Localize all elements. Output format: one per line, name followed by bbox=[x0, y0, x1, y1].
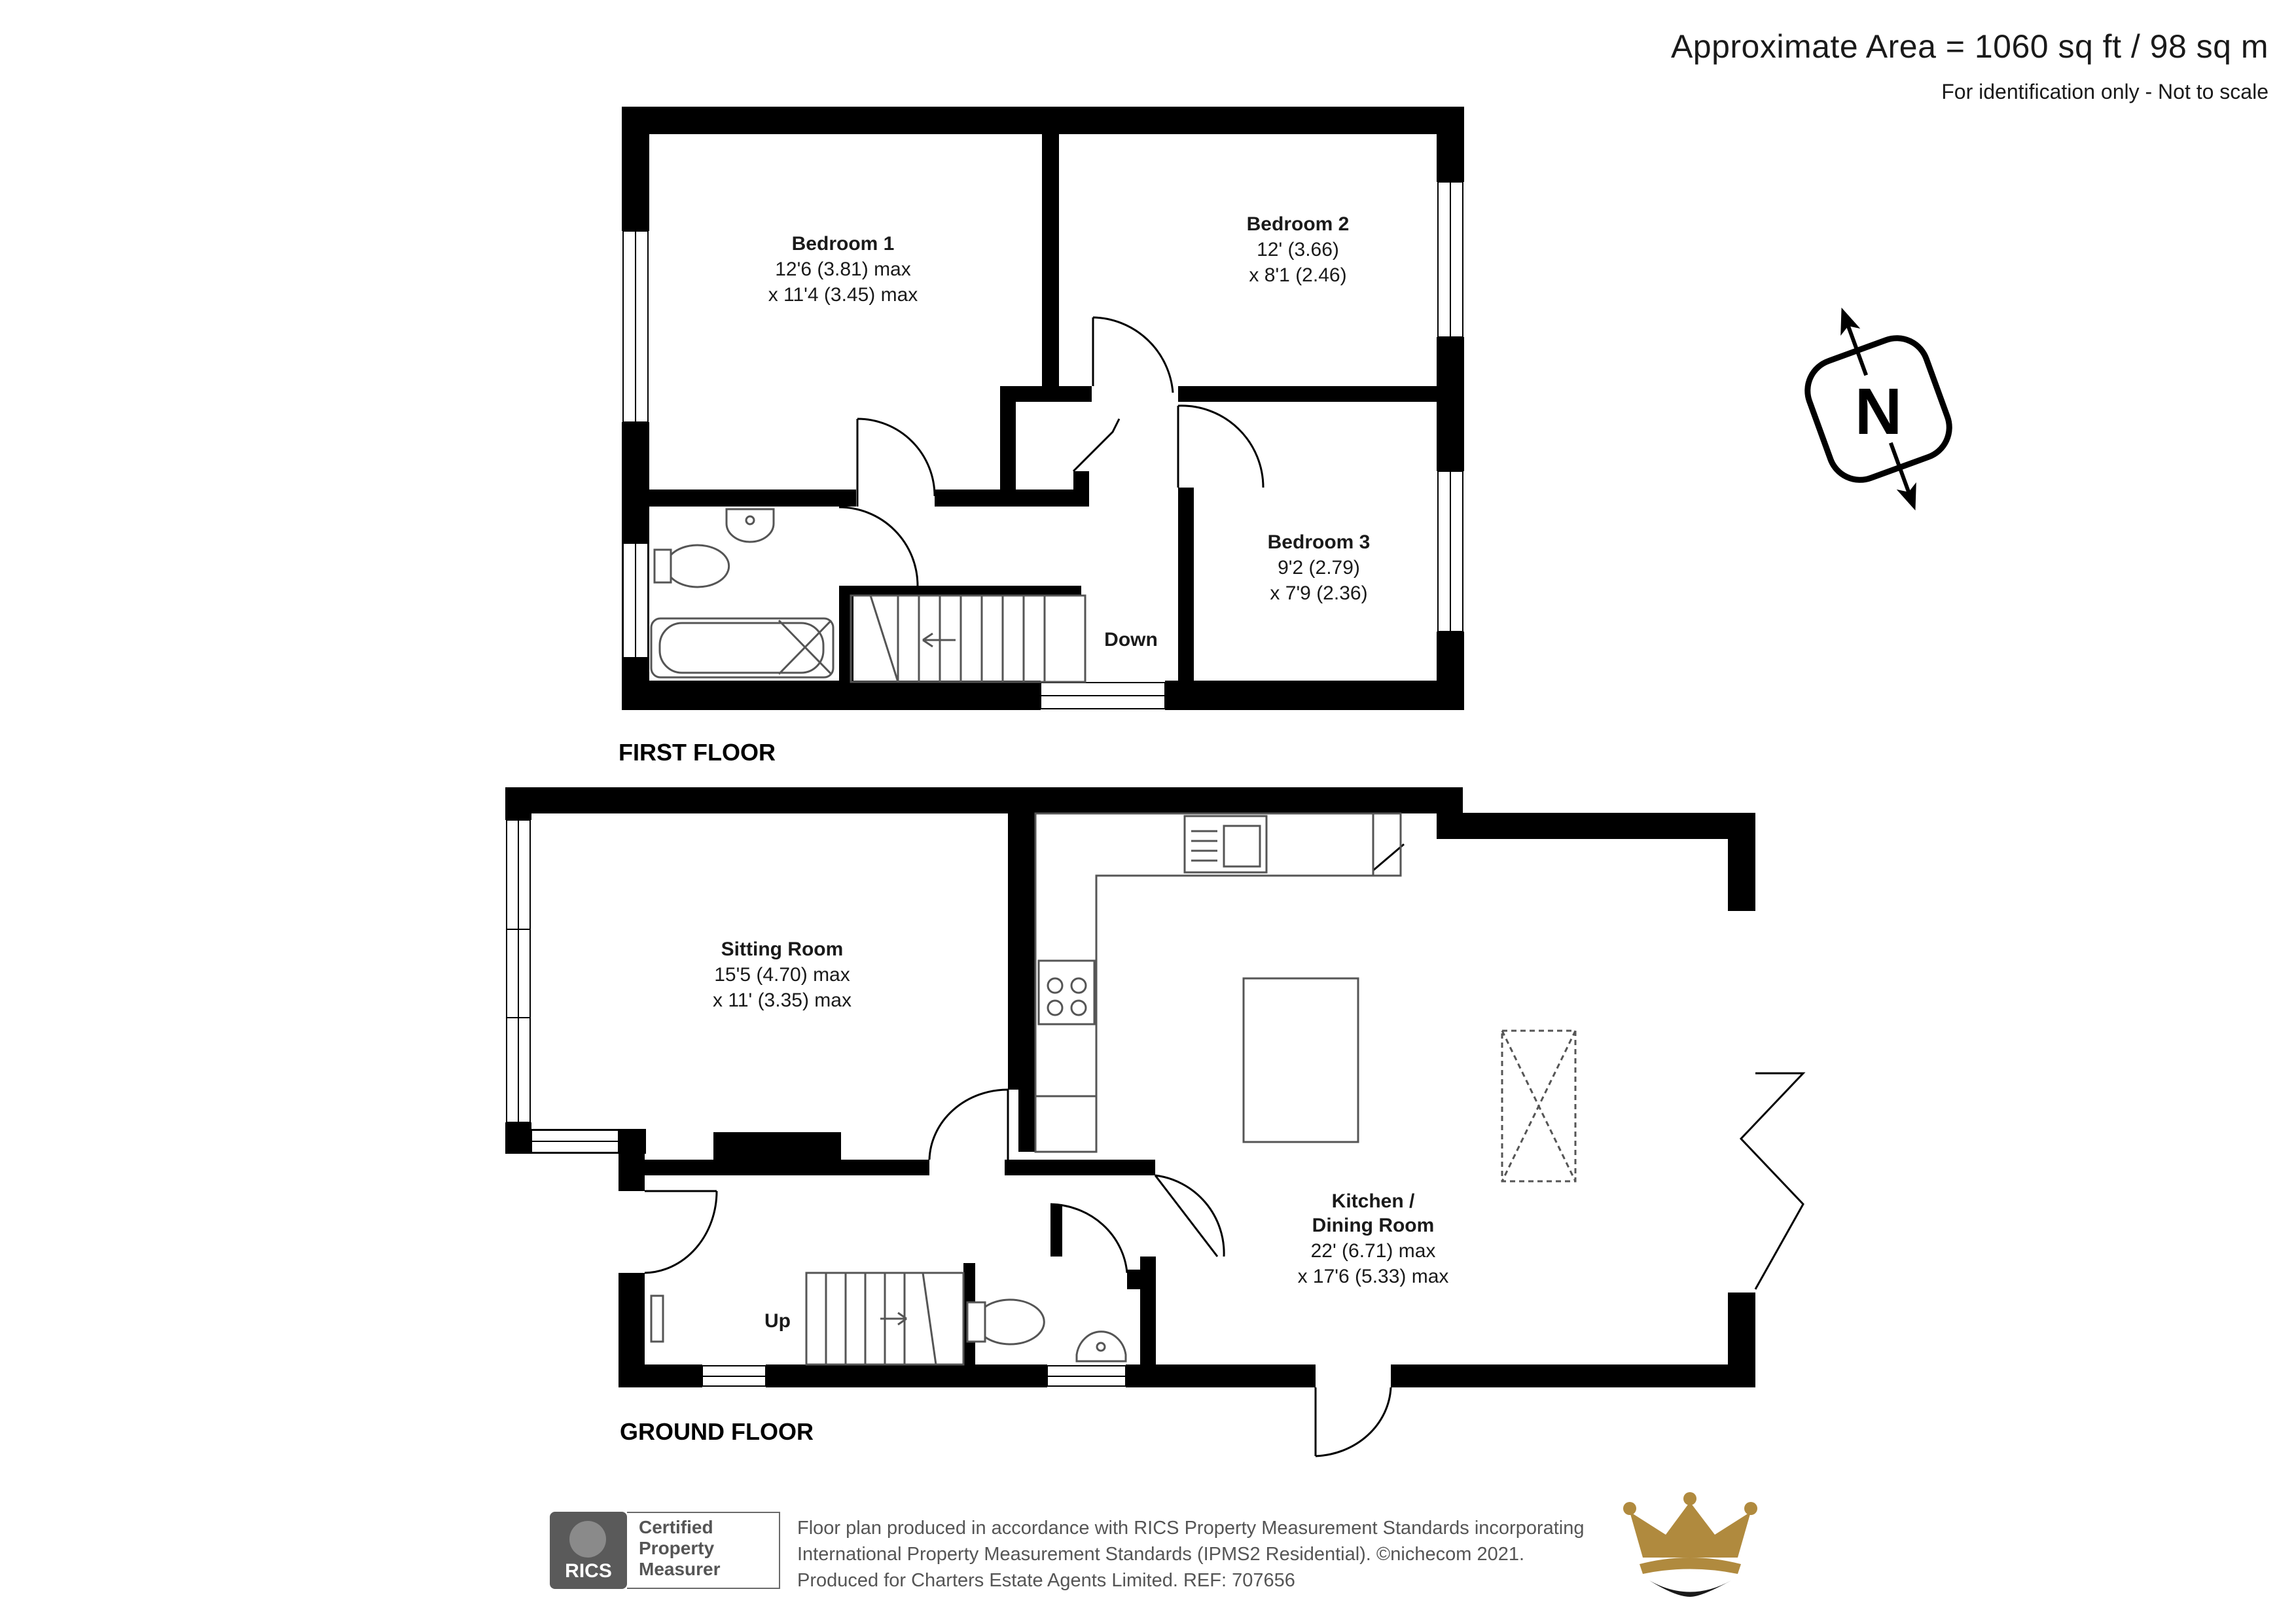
toilet-icon bbox=[655, 545, 729, 587]
room-dim: x 8'1 (2.46) bbox=[1249, 264, 1347, 286]
room-name: Bedroom 1 bbox=[791, 233, 895, 255]
room-dim: x 11'4 (3.45) max bbox=[768, 284, 918, 306]
rics-badge bbox=[550, 1512, 780, 1589]
room-dim: x 7'9 (2.36) bbox=[1270, 582, 1368, 604]
ground-floor-plan bbox=[505, 787, 1803, 1456]
bathroom-fixtures bbox=[651, 509, 833, 677]
ground-floor-stairs bbox=[806, 1273, 963, 1364]
scale-note: For identification only - Not to scale bbox=[1941, 80, 2269, 103]
north-compass-icon bbox=[1783, 286, 1973, 531]
first-floor-plan bbox=[619, 107, 1464, 766]
room-dim: 12'6 (3.81) max bbox=[775, 259, 911, 280]
room-dim: x 17'6 (5.33) max bbox=[1297, 1266, 1449, 1287]
wc-fixtures bbox=[967, 1300, 1126, 1361]
rics-line2: Property bbox=[639, 1538, 715, 1558]
hob-icon bbox=[1039, 961, 1094, 1024]
stairs-label: Down bbox=[1104, 629, 1158, 651]
rics-line3: Measurer bbox=[639, 1559, 721, 1579]
room-name: Dining Room bbox=[1312, 1215, 1435, 1236]
room-name: Bedroom 2 bbox=[1246, 213, 1350, 235]
toilet-icon bbox=[967, 1300, 1044, 1344]
room-name: Sitting Room bbox=[721, 938, 844, 960]
room-dim: 12' (3.66) bbox=[1257, 239, 1339, 260]
floor-label: FIRST FLOOR bbox=[619, 739, 776, 766]
approximate-area: Approximate Area = 1060 sq ft / 98 sq m bbox=[1670, 28, 2269, 65]
room-name: Kitchen / bbox=[1331, 1190, 1415, 1212]
first-floor-stairs bbox=[851, 596, 1085, 682]
basin-icon bbox=[726, 509, 774, 542]
footer-line: Floor plan produced in accordance with RICS Property Measurement Standards incorporating bbox=[797, 1518, 1585, 1539]
rics-line1: Certified bbox=[639, 1517, 713, 1537]
stairs-label: Up bbox=[764, 1310, 791, 1332]
room-dim: 9'2 (2.79) bbox=[1278, 557, 1360, 579]
room-dim: 22' (6.71) max bbox=[1310, 1240, 1436, 1262]
kitchen-fixtures bbox=[651, 813, 1575, 1342]
room-dim: x 11' (3.35) max bbox=[713, 990, 852, 1011]
compass-letter: N bbox=[1854, 375, 1903, 448]
radiator-icon bbox=[651, 1296, 663, 1342]
room-name: Bedroom 3 bbox=[1267, 531, 1371, 553]
room-dim: 15'5 (4.70) max bbox=[714, 964, 850, 986]
kitchen-island bbox=[1244, 978, 1358, 1142]
rics-org: RICS bbox=[565, 1560, 612, 1582]
footer-line: International Property Measurement Standards (IPMS2 Residential). ©nichecom 2021. bbox=[797, 1544, 1525, 1565]
rics-logo-icon bbox=[550, 1512, 627, 1589]
crown-logo-icon bbox=[1623, 1492, 1757, 1597]
floor-label: GROUND FLOOR bbox=[620, 1418, 814, 1445]
footer-notes bbox=[797, 1515, 1585, 1594]
footer-line: Produced for Charters Estate Agents Limited. REF: 707656 bbox=[797, 1570, 1295, 1591]
first-floor-labels bbox=[768, 213, 1371, 651]
